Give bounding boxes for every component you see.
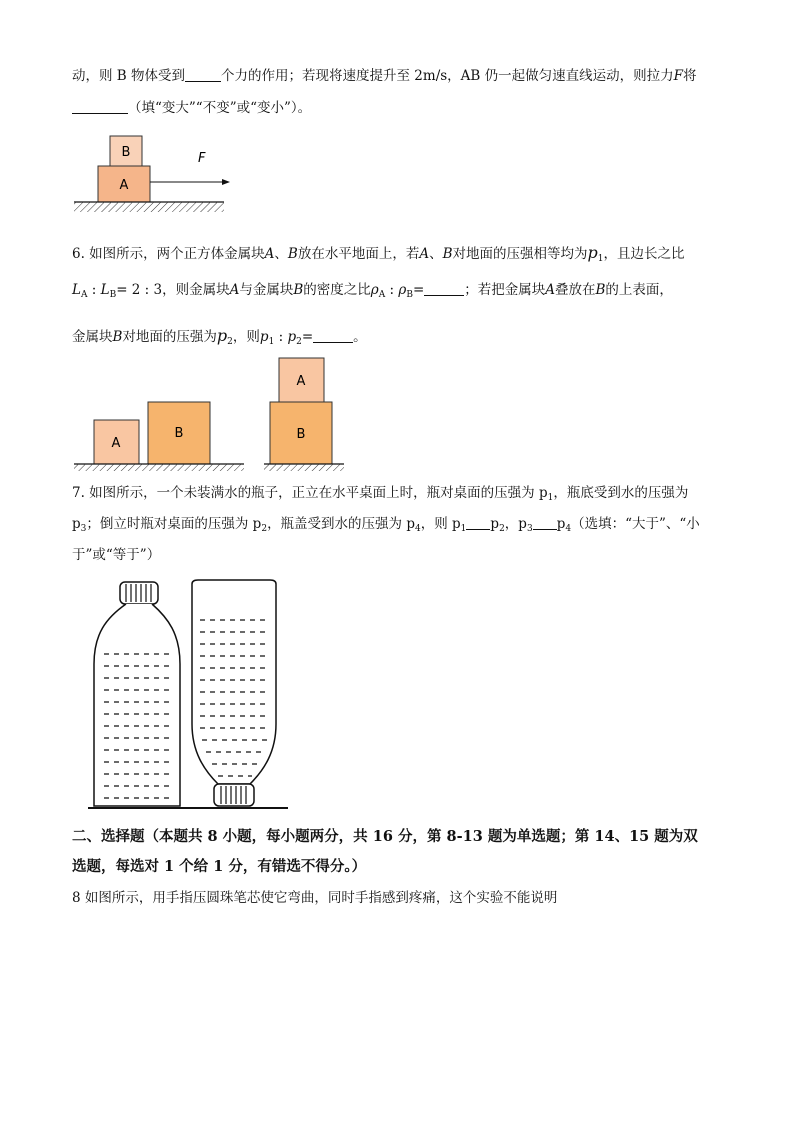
q6-line-2: $L_A$ : $L_B= 2$ : 3，则金属块A与金属块B的密度之比$\rho_A$ : $\rho_B=$ ；若把金属块A叠放在B的上表面， — [72, 282, 673, 300]
q6-left-block-a-label: A — [111, 436, 121, 451]
q6-left-block-b-label: B — [174, 426, 184, 441]
q7-line-2: $p_3$；倒立时瓶对桌面的压强为 $p_2$，瓶盖受到水的压强为 $p_4$，则 $p_1$ $p_2$，$p_3$ $p_4$（选填：“大于”、“小 — [72, 516, 700, 534]
inverted-bottle-cap — [214, 784, 254, 806]
q6-line-1: 6. 如图所示，两个正方体金属块A、B放在水平地面上，若A、B对地面的压强相等均为$p_1$，且边长之比 — [72, 243, 685, 264]
block-a-label: A — [119, 178, 129, 193]
q6-right-ground-hatch — [264, 464, 344, 471]
q6-blank-1[interactable] — [424, 283, 464, 296]
upright-bottle — [94, 582, 180, 806]
q7-figure — [86, 574, 296, 814]
upright-bottle-body — [94, 604, 180, 806]
section2-header-line-2: 选题，每选对 1 个给 1 分，有错选不得分。） — [72, 858, 367, 875]
q5-line-1: 动，则 B 物体受到 个力的作用；若现将速度提升至 2m/s，AB 仍一起做匀速直线运动，则拉力F将 — [72, 68, 697, 84]
q6-stack-block-b-label: B — [296, 427, 306, 442]
q5-blank-2[interactable] — [72, 101, 128, 114]
q8-line-1: 8 如图所示，用手指压圆珠笔芯使它弯曲，同时手指感到疼痛，这个实验不能说明 — [72, 890, 558, 906]
q6-figure — [70, 352, 360, 476]
force-label: F — [198, 151, 206, 166]
inverted-bottle — [192, 580, 276, 806]
q7-blank-1[interactable] — [466, 517, 490, 530]
q6-left-ground-hatch — [74, 464, 244, 471]
inverted-bottle-body — [192, 580, 276, 784]
q7-line-3: 于”或“等于”） — [72, 547, 161, 563]
block-b-label: B — [121, 145, 131, 160]
q6-line-3: 金属块B对地面的压强为$p_2$，则$p_1$ : $p_2=$ 。 — [72, 326, 367, 347]
force-arrow-head — [222, 179, 230, 185]
q6-blank-2[interactable] — [313, 330, 353, 343]
q5-blank-1[interactable] — [185, 69, 221, 82]
q5-line-2: （填“变大”“不变”或“变小”）。 — [72, 98, 311, 118]
q5-figure — [70, 130, 240, 220]
q7-blank-2[interactable] — [533, 517, 557, 530]
q6-stack-block-a-label: A — [296, 374, 306, 389]
q7-line-1: 7. 如图所示，一个未装满水的瓶子，正立在水平桌面上时，瓶对桌面的压强为 $p_1$，瓶底受到水的压强为 — [72, 485, 689, 503]
ground-hatch — [74, 202, 224, 212]
section2-header-line-1: 二、选择题（本题共 8 小题，每小题两分，共 16 分，第 8-13 题为单选题；第 14、15 题为双 — [72, 828, 698, 845]
